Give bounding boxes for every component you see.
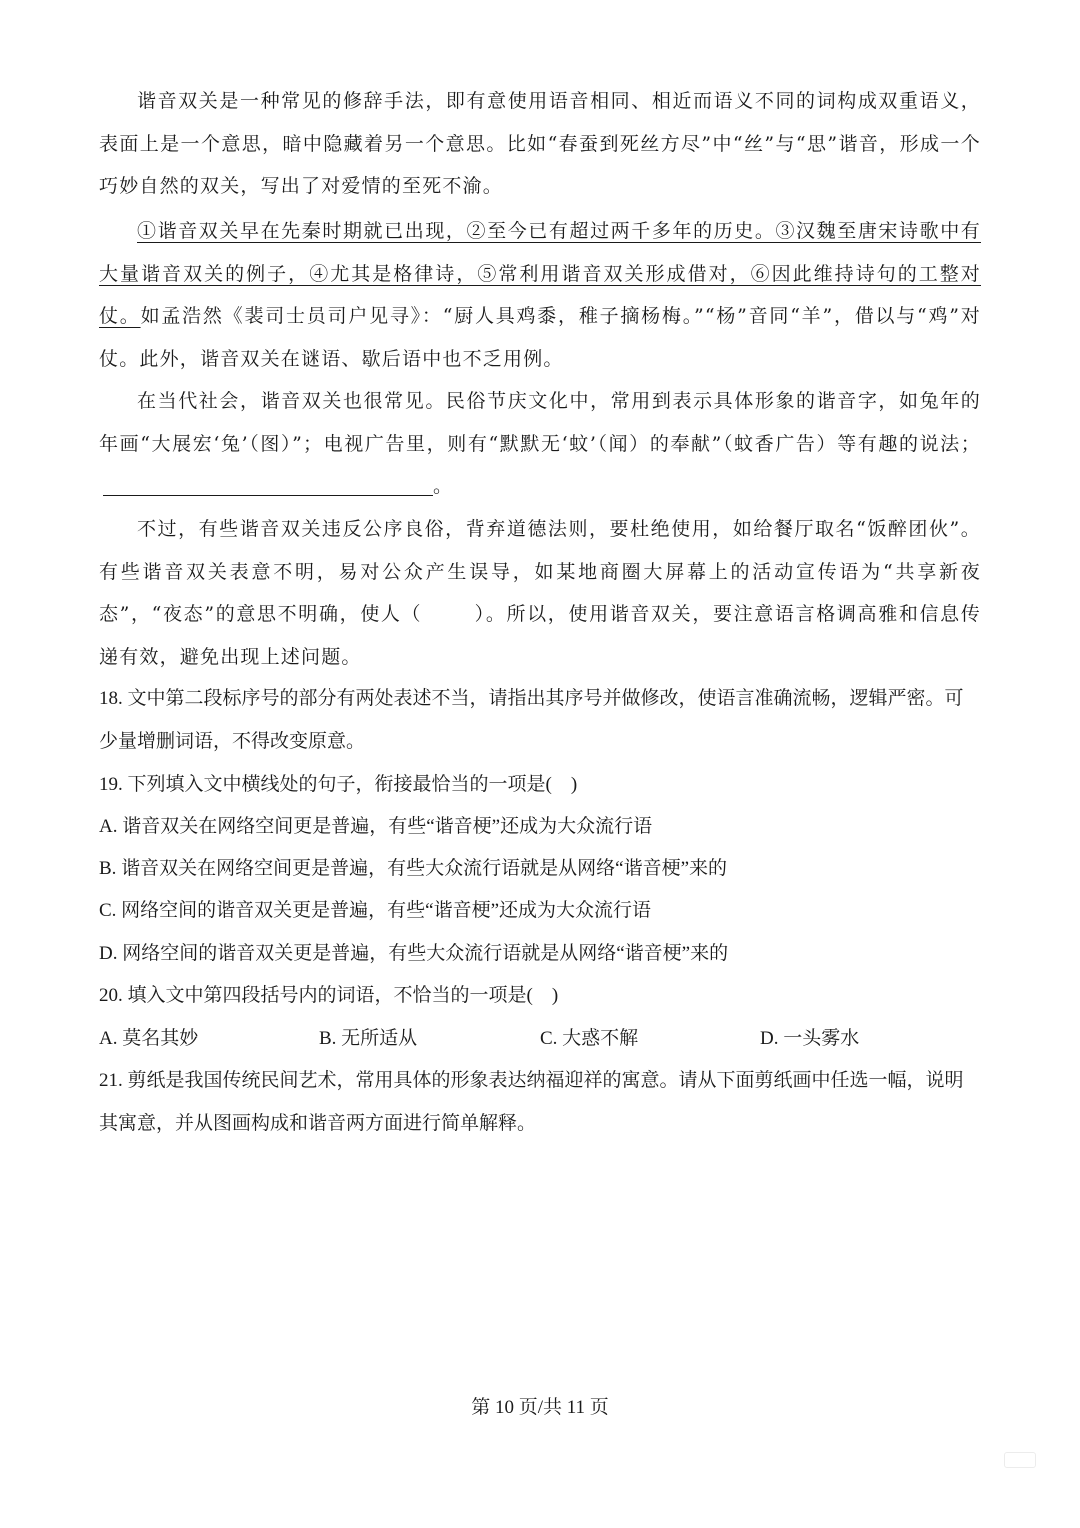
question-20-option-c: C. 大惑不解: [540, 1028, 639, 1049]
question-21: 21. 剪纸是我国传统民间艺术，常用具体的形象表达纳福迎祥的寓意。请从下面剪纸画中任选一幅，说明其寓意，并从图画构成和谐音两方面进行简单解释。: [99, 1070, 964, 1134]
passage-paragraph-4: [99, 508, 981, 678]
passage-paragraph-2-rest: 如孟浩然《裴司士员司户见寻》：“厨人具鸡黍，稚子摘杨梅。”“杨”音同“羊”，借以与“鸡”对仗。此外，谐音双关在谜语、歇后语中也不乏用例。: [99, 305, 981, 370]
passage-paragraph-3: [99, 380, 981, 508]
underlined-numbered-sentences: ①谐音双关早在先秦时期就已出现，②至今已有超过两千多年的历史。③汉魏至唐宋诗歌中有大量谐音双关的例子，④尤其是格律诗，⑤常利用谐音双关形成借对，⑥因此维持诗句的工整对仗。: [99, 220, 981, 327]
question-19-option-a: A. 谐音双关在网络空间更是普遍，有些“谐音梗”还成为大众流行语: [99, 816, 653, 837]
question-20-option-a: A. 莫名其妙: [99, 1028, 199, 1049]
question-19: 19. 下列填入文中横线处的句子，衔接最恰当的一项是( ): [99, 774, 578, 795]
passage-paragraph-3-end: 。: [433, 475, 454, 497]
passage-paragraph-2: [99, 210, 981, 380]
question-18: 18. 文中第二段标序号的部分有两处表述不当，请指出其序号并做修改，使语言准确流畅，逻辑严密。可少量增删词语，不得改变原意。: [99, 688, 964, 752]
passage-paragraph-4-end: ）。所以，使用谐音双关，要注意语言格调高雅和信息传递有效，避免出现上述问题。: [99, 603, 981, 668]
question-20-option-b: B. 无所适从: [319, 1028, 418, 1049]
passage-paragraph-1: 谐音双关是一种常见的修辞手法，即有意使用语音相同、相近而语义不同的词构成双重语义，表面上是一个意思，暗中隐藏着另一个意思。比如“春蚕到死丝方尽”中“丝”与“思”谐音，形成一个巧妙自然的双关，写出了对爱情的至死不渝。: [99, 90, 981, 197]
page-number: 第 10 页/共 11 页: [471, 1397, 609, 1418]
fill-in-blank-line: [103, 471, 433, 496]
question-19-option-c: C. 网络空间的谐音双关更是普遍，有些“谐音梗”还成为大众流行语: [99, 900, 652, 921]
question-20: 20. 填入文中第四段括号内的词语，不恰当的一项是( ): [99, 985, 559, 1006]
question-19-option-d: D. 网络空间的谐音双关更是普遍，有些大众流行语就是从网络“谐音梗”来的: [99, 943, 729, 964]
passage-paragraph-3-text: 在当代社会，谐音双关也很常见。民俗节庆文化中，常用到表示具体形象的谐音字，如兔年的年画“大展宏‘兔’（图）”；电视广告里，则有“默默无‘蚊’（闻）的奉献”（蚊香广告）等有趣的说法；: [99, 390, 981, 455]
passage-paragraph-4-text: 不过，有些谐音双关违反公序良俗，背弃道德法则，要杜绝使用，如给餐厅取名“饭醉团伙”。有些谐音双关表意不明，易对公众产生误导，如某地商圈大屏幕上的活动宣传语为“共享新夜态”，“夜态”的意思不明确，使人（: [99, 518, 981, 625]
question-19-option-b: B. 谐音双关在网络空间更是普遍，有些大众流行语就是从网络“谐音梗”来的: [99, 858, 728, 879]
watermark-logo-icon: [1004, 1452, 1036, 1468]
question-20-option-d: D. 一头雾水: [760, 1028, 860, 1049]
